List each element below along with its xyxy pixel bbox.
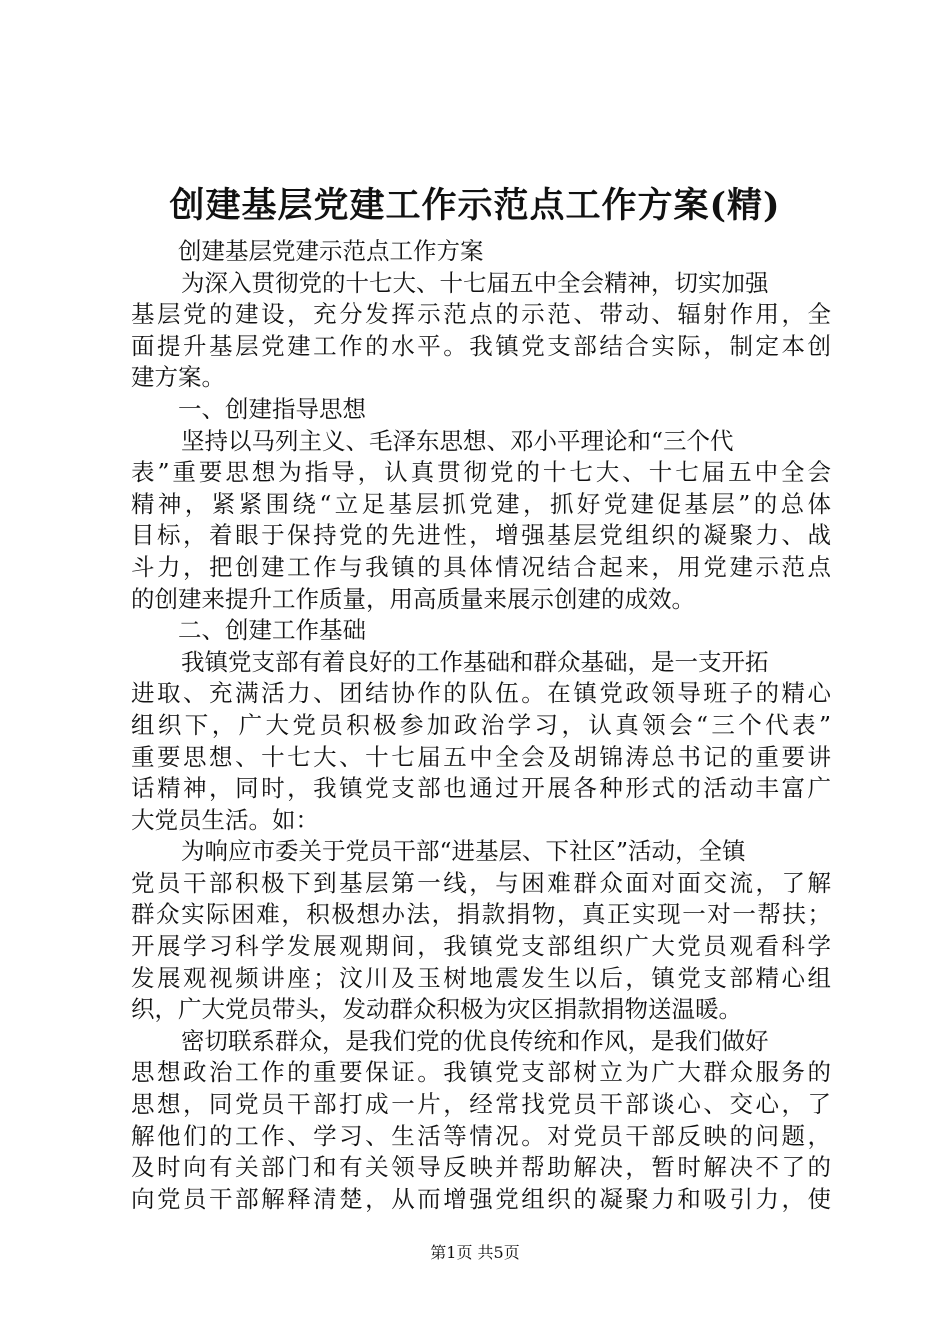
paragraph-line: 大党员生活。如： [131, 805, 319, 834]
paragraph-line: 思想政治工作的重要保证。我镇党支部树立为广大群众服务的 [131, 1058, 831, 1087]
paragraph-line: 的创建来提升工作质量，用高质量来展示创建的成效。 [131, 584, 695, 613]
paragraph-line: 表”重要思想为指导，认真贯彻党的十七大、十七届五中全会 [131, 458, 831, 487]
paragraph-line: 密切联系群众，是我们党的优良传统和作风，是我们做好 [181, 1026, 769, 1055]
paragraph-line: 进取、充满活力、团结协作的队伍。在镇党政领导班子的精心 [131, 679, 831, 708]
paragraph-line: 创建基层党建示范点工作方案 [178, 237, 484, 265]
paragraph-line: 我镇党支部有着良好的工作基础和群众基础，是一支开拓 [181, 647, 769, 676]
page-footer: 第1页 共5页 [430, 1243, 520, 1262]
paragraph-line: 及时向有关部门和有关领导反映并帮助解决，暂时解决不了的 [131, 1153, 831, 1182]
paragraph-line: 重要思想、十七大、十七届五中全会及胡锦涛总书记的重要讲 [131, 742, 831, 771]
paragraph-line: 斗力，把创建工作与我镇的具体情况结合起来，用党建示范点 [131, 552, 831, 581]
paragraph-line: 为深入贯彻党的十七大、十七届五中全会精神，切实加强 [181, 268, 769, 297]
paragraph-line: 群众实际困难，积极想办法，捐款捐物，真正实现一对一帮扶； [131, 900, 831, 929]
paragraph-line: 组织下，广大党员积极参加政治学习，认真领会“三个代表” [131, 710, 831, 739]
paragraph-line: 精神，紧紧围绕“立足基层抓党建，抓好党建促基层”的总体 [131, 489, 831, 518]
document-body [131, 236, 831, 1215]
paragraph-line: 坚持以马列主义、毛泽东思想、邓小平理论和“三个代 [181, 426, 734, 455]
paragraph-line: 思想，同党员干部打成一片，经常找党员干部谈心、交心，了 [131, 1090, 831, 1119]
paragraph-line: 开展学习科学发展观期间，我镇党支部组织广大党员观看科学 [131, 932, 831, 961]
paragraph-line: 党员干部积极下到基层第一线，与困难群众面对面交流，了解 [131, 868, 831, 897]
paragraph-line: 话精神，同时，我镇党支部也通过开展各种形式的活动丰富广 [131, 774, 831, 803]
paragraph-line: 向党员干部解释清楚，从而增强党组织的凝聚力和吸引力，使 [131, 1184, 831, 1213]
paragraph-line: 为响应市委关于党员干部“进基层、下社区”活动，全镇 [181, 837, 746, 866]
document-title: 创建基层党建工作示范点工作方案(精) [169, 185, 781, 226]
section-heading: 一、创建指导思想 [178, 394, 366, 423]
paragraph-line: 建方案。 [131, 363, 225, 392]
paragraph-line: 基层党的建设，充分发挥示范点的示范、带动、辐射作用，全 [131, 300, 831, 329]
paragraph-line: 发展观视频讲座；汶川及玉树地震发生以后，镇党支部精心组 [131, 963, 831, 992]
section-heading: 二、创建工作基础 [178, 616, 366, 645]
paragraph-line: 织，广大党员带头，发动群众积极为灾区捐款捐物送温暖。 [131, 995, 742, 1024]
paragraph-line: 解他们的工作、学习、生活等情况。对党员干部反映的问题， [131, 1121, 831, 1150]
paragraph-line: 目标，着眼于保持党的先进性，增强基层党组织的凝聚力、战 [131, 521, 831, 550]
paragraph-line: 面提升基层党建工作的水平。我镇党支部结合实际，制定本创 [131, 331, 831, 360]
